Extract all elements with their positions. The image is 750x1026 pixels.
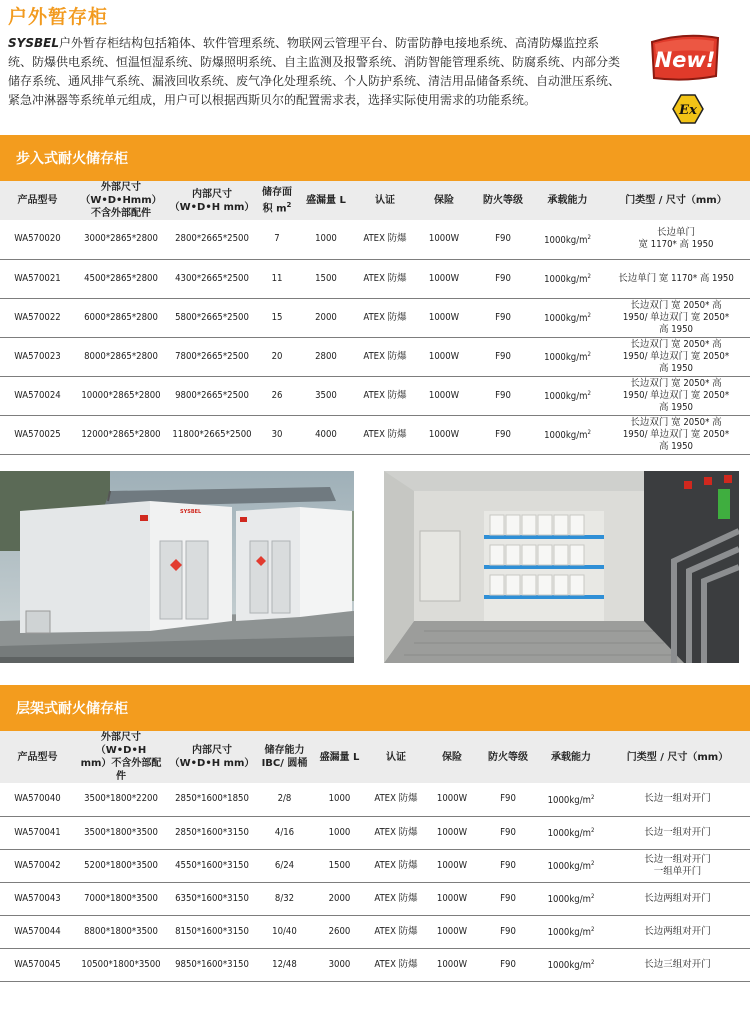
inner-size-cell: 6350*1600*3150 <box>167 882 257 915</box>
inner-size-cell: 5800*2665*2500 <box>167 298 257 337</box>
certification-cell: ATEX 防爆 <box>367 882 425 915</box>
model-cell: WA570040 <box>0 783 75 816</box>
certification-cell: ATEX 防爆 <box>355 220 415 259</box>
fire-rating-cell: F90 <box>479 948 537 981</box>
col-storage-area: 储存面 积 $m^2$ <box>257 181 297 220</box>
load-capacity-cell: $1000kg/m^2$ <box>537 783 605 816</box>
leak-volume-cell: 1500 <box>297 259 355 298</box>
inner-size-cell: 9800*2665*2500 <box>167 376 257 415</box>
exterior-photo-sign: SYSBEL <box>180 509 202 515</box>
col-leak-volume: 盛漏量 L <box>312 731 367 783</box>
load-capacity-cell: $1000kg/m^2$ <box>533 337 602 376</box>
new-badge <box>648 30 722 84</box>
inner-size-cell: 7800*2665*2500 <box>167 337 257 376</box>
certification-cell: ATEX 防爆 <box>355 259 415 298</box>
storage-capacity-cell: 2/8 <box>257 783 312 816</box>
door-type-cell: 长边单门 宽 1170* 高 1950 <box>602 220 750 259</box>
leak-volume-cell: 2000 <box>312 882 367 915</box>
door-type-cell: 长边一组对开门 一组单开门 <box>605 849 750 882</box>
fire-rating-cell: F90 <box>473 298 533 337</box>
outer-size-cell: 7000*1800*3500 <box>75 882 167 915</box>
model-cell: WA570045 <box>0 948 75 981</box>
load-capacity-cell: $1000kg/m^2$ <box>537 915 605 948</box>
door-type-cell: 长边两组对开门 <box>605 882 750 915</box>
fire-rating-cell: F90 <box>473 220 533 259</box>
col-load-capacity: 承载能力 <box>533 181 602 220</box>
new-badge-label: New! <box>654 48 716 72</box>
ex-hazard-icon <box>672 94 704 124</box>
interior-photo <box>384 471 739 663</box>
model-cell: WA570025 <box>0 415 75 454</box>
shelf-section-header <box>0 685 750 731</box>
certification-cell: ATEX 防爆 <box>355 337 415 376</box>
insurance-cell: 1000W <box>425 783 479 816</box>
shelf-header-row <box>0 731 750 783</box>
load-capacity-cell: $1000kg/m^2$ <box>533 415 602 454</box>
door-type-cell: 长边两组对开门 <box>605 915 750 948</box>
col-storage-capacity: 储存能力 IBC/ 圆桶 <box>257 731 312 783</box>
table-row <box>0 376 750 415</box>
col-load-capacity: 承载能力 <box>537 731 605 783</box>
col-model: 产品型号 <box>0 181 75 220</box>
door-type-cell: 长边单门 宽 1170* 高 1950 <box>602 259 750 298</box>
outer-size-cell: 4500*2865*2800 <box>75 259 167 298</box>
table-row <box>0 298 750 337</box>
insurance-cell: 1000W <box>415 337 473 376</box>
door-type-cell: 长边三组对开门 <box>605 948 750 981</box>
storage-capacity-cell: 8/32 <box>257 882 312 915</box>
outer-size-cell: 5200*1800*3500 <box>75 849 167 882</box>
certification-cell: ATEX 防爆 <box>367 783 425 816</box>
interior-photo-graphic <box>384 471 739 663</box>
table-row <box>0 220 750 259</box>
col-fire-rating: 防火等级 <box>473 181 533 220</box>
insurance-cell: 1000W <box>425 849 479 882</box>
outer-size-cell: 3500*1800*2200 <box>75 783 167 816</box>
storage-capacity-cell: 12/48 <box>257 948 312 981</box>
insurance-cell: 1000W <box>425 816 479 849</box>
outer-size-cell: 6000*2865*2800 <box>75 298 167 337</box>
outer-size-cell: 3500*1800*3500 <box>75 816 167 849</box>
leak-volume-cell: 3500 <box>297 376 355 415</box>
leak-volume-cell: 1500 <box>312 849 367 882</box>
exterior-photo-graphic <box>0 471 354 663</box>
unit-superscript: 2 <box>590 958 595 966</box>
unit-superscript: 2 <box>590 925 595 933</box>
fire-rating-cell: F90 <box>473 376 533 415</box>
unit-superscript: 2 <box>590 826 595 834</box>
leak-volume-cell: 2000 <box>297 298 355 337</box>
leak-volume-cell: 2600 <box>312 915 367 948</box>
model-cell: WA570022 <box>0 298 75 337</box>
load-capacity-cell: $1000kg/m^2$ <box>533 298 602 337</box>
load-capacity-cell: $1000kg/m^2$ <box>537 816 605 849</box>
model-cell: WA570023 <box>0 337 75 376</box>
table-row <box>0 259 750 298</box>
load-capacity-cell: $1000kg/m^2$ <box>533 259 602 298</box>
certification-cell: ATEX 防爆 <box>355 376 415 415</box>
col-insurance: 保险 <box>415 181 473 220</box>
unit-superscript: 2 <box>590 793 595 801</box>
leak-volume-cell: 3000 <box>312 948 367 981</box>
model-cell: WA570020 <box>0 220 75 259</box>
storage-area-cell: 26 <box>257 376 297 415</box>
outer-size-cell: 10500*1800*3500 <box>75 948 167 981</box>
page-title: 户外暂存柜 <box>8 6 109 28</box>
leak-volume-cell: 1000 <box>312 783 367 816</box>
inner-size-cell: 4550*1600*3150 <box>167 849 257 882</box>
col-outer-size: 外部尺寸 （W•D•Hmm） 不含外部配件 <box>75 181 167 220</box>
intro-text: 户外暂存柜结构包括箱体、软件管理系统、物联网云管理平台、防雷防静电接地系统、高清防爆监控系统、防爆供电系统、恒温恒湿系统、防爆照明系统、自主监测及报警系统、消防智能管理系统、防腐系统、内部分类储存系统、通风排气系统、漏液回收系统、废气净化处理系统、个人防护系统、清洁用品储备系统、自动泄压系统、紧急冲淋器等系统单元组成，用户可以根据西斯贝尔的配置需求表，选择实际使用需求的功能系统。 <box>8 36 621 107</box>
door-type-cell: 长边双门 宽 2050* 高 1950/ 单边双门 宽 2050* 高 1950 <box>602 337 750 376</box>
door-type-cell: 长边双门 宽 2050* 高 1950/ 单边双门 宽 2050* 高 1950 <box>602 415 750 454</box>
outer-size-cell: 8000*2865*2800 <box>75 337 167 376</box>
table-row <box>0 415 750 454</box>
load-capacity-cell: $1000kg/m^2$ <box>537 948 605 981</box>
storage-area-cell: 15 <box>257 298 297 337</box>
inner-size-cell: 2850*1600*1850 <box>167 783 257 816</box>
inner-size-cell: 11800*2665*2500 <box>167 415 257 454</box>
exterior-photo <box>0 471 354 663</box>
table-row <box>0 783 750 816</box>
inner-size-cell: 2850*1600*3150 <box>167 816 257 849</box>
ex-badge-label: Ex <box>679 103 697 118</box>
fire-rating-cell: F90 <box>473 337 533 376</box>
insurance-cell: 1000W <box>415 415 473 454</box>
col-door-type: 门类型 / 尺寸（mm） <box>602 181 750 220</box>
model-cell: WA570043 <box>0 882 75 915</box>
model-cell: WA570041 <box>0 816 75 849</box>
outer-size-cell: 3000*2865*2800 <box>75 220 167 259</box>
col-inner-size: 内部尺寸 （W•D•H mm） <box>167 181 257 220</box>
unit-superscript: 2 <box>590 892 595 900</box>
col-model: 产品型号 <box>0 731 75 783</box>
leak-volume-cell: 1000 <box>297 220 355 259</box>
table-row <box>0 948 750 981</box>
col-leak-volume: 盛漏量 L <box>297 181 355 220</box>
shelf-section-title: 层架式耐火储存柜 <box>16 701 128 717</box>
outer-size-cell: 8800*1800*3500 <box>75 915 167 948</box>
load-capacity-cell: $1000kg/m^2$ <box>533 220 602 259</box>
fire-rating-cell: F90 <box>479 915 537 948</box>
fire-rating-cell: F90 <box>479 849 537 882</box>
door-type-cell: 长边双门 宽 2050* 高 1950/ 单边双门 宽 2050* 高 1950 <box>602 298 750 337</box>
door-type-cell: 长边一组对开门 <box>605 783 750 816</box>
door-type-cell: 长边一组对开门 <box>605 816 750 849</box>
fire-rating-cell: F90 <box>473 259 533 298</box>
storage-capacity-cell: 10/40 <box>257 915 312 948</box>
load-capacity-cell: $1000kg/m^2$ <box>533 376 602 415</box>
col-certification: 认证 <box>355 181 415 220</box>
load-capacity-cell: $1000kg/m^2$ <box>537 882 605 915</box>
leak-volume-cell: 2800 <box>297 337 355 376</box>
walkin-spec-table <box>0 181 750 455</box>
inner-size-cell: 4300*2665*2500 <box>167 259 257 298</box>
brand-name: SYSBEL <box>8 36 59 50</box>
table-row <box>0 337 750 376</box>
unit-superscript: 2 <box>587 233 591 241</box>
storage-capacity-cell: 6/24 <box>257 849 312 882</box>
storage-area-cell: 7 <box>257 220 297 259</box>
unit-superscript: 2 <box>587 350 591 358</box>
leak-volume-cell: 4000 <box>297 415 355 454</box>
certification-cell: ATEX 防爆 <box>355 298 415 337</box>
table-row <box>0 882 750 915</box>
storage-area-cell: 11 <box>257 259 297 298</box>
model-cell: WA570021 <box>0 259 75 298</box>
shelf-spec-table <box>0 731 750 982</box>
model-cell: WA570042 <box>0 849 75 882</box>
table-row <box>0 915 750 948</box>
col-inner-size: 内部尺寸 （W•D•H mm） <box>167 731 257 783</box>
outer-size-cell: 10000*2865*2800 <box>75 376 167 415</box>
col-outer-size: 外部尺寸（W•D•H mm）不含外部配件 <box>75 731 167 783</box>
fire-rating-cell: F90 <box>479 816 537 849</box>
walkin-header-row <box>0 181 750 220</box>
certification-cell: ATEX 防爆 <box>355 415 415 454</box>
insurance-cell: 1000W <box>425 915 479 948</box>
col-insurance: 保险 <box>425 731 479 783</box>
certification-cell: ATEX 防爆 <box>367 915 425 948</box>
col-door-type: 门类型 / 尺寸（mm） <box>605 731 750 783</box>
certification-cell: ATEX 防爆 <box>367 948 425 981</box>
insurance-cell: 1000W <box>425 948 479 981</box>
fire-rating-cell: F90 <box>479 882 537 915</box>
insurance-cell: 1000W <box>415 259 473 298</box>
leak-volume-cell: 1000 <box>312 816 367 849</box>
unit-superscript: 2 <box>587 389 591 397</box>
intro-paragraph <box>8 34 620 110</box>
insurance-cell: 1000W <box>415 376 473 415</box>
load-capacity-cell: $1000kg/m^2$ <box>537 849 605 882</box>
unit-superscript: 2 <box>587 428 591 436</box>
storage-area-cell: 20 <box>257 337 297 376</box>
col-fire-rating: 防火等级 <box>479 731 537 783</box>
outer-size-cell: 12000*2865*2800 <box>75 415 167 454</box>
door-type-cell: 长边双门 宽 2050* 高 1950/ 单边双门 宽 2050* 高 1950 <box>602 376 750 415</box>
unit-superscript: 2 <box>587 272 591 280</box>
certification-cell: ATEX 防爆 <box>367 816 425 849</box>
table-row <box>0 816 750 849</box>
insurance-cell: 1000W <box>425 882 479 915</box>
insurance-cell: 1000W <box>415 220 473 259</box>
fire-rating-cell: F90 <box>479 783 537 816</box>
fire-rating-cell: F90 <box>473 415 533 454</box>
unit-superscript: 2 <box>590 859 595 867</box>
storage-area-cell: 30 <box>257 415 297 454</box>
walkin-section-header <box>0 135 750 181</box>
walkin-section-title: 步入式耐火储存柜 <box>16 151 128 167</box>
inner-size-cell: 8150*1600*3150 <box>167 915 257 948</box>
inner-size-cell: 2800*2665*2500 <box>167 220 257 259</box>
insurance-cell: 1000W <box>415 298 473 337</box>
storage-capacity-cell: 4/16 <box>257 816 312 849</box>
inner-size-cell: 9850*1600*3150 <box>167 948 257 981</box>
model-cell: WA570044 <box>0 915 75 948</box>
certification-cell: ATEX 防爆 <box>367 849 425 882</box>
model-cell: WA570024 <box>0 376 75 415</box>
col-certification: 认证 <box>367 731 425 783</box>
table-row <box>0 849 750 882</box>
unit-superscript: 2 <box>587 311 591 319</box>
